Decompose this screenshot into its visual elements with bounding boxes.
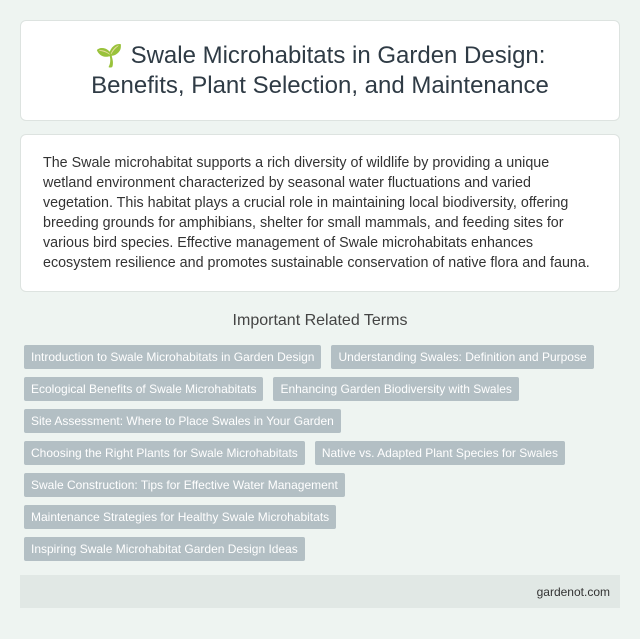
tag-maintenance-strategies[interactable]: Maintenance Strategies for Healthy Swale Microhabitats (24, 505, 336, 529)
page-title (60, 41, 580, 101)
tag-site-assessment[interactable]: Site Assessment: Where to Place Swales in Your Garden (24, 409, 341, 433)
tag-inspiring-design-ideas[interactable]: Inspiring Swale Microhabitat Garden Design Ideas (24, 537, 305, 561)
page-title-text: Swale Microhabitats in Garden Design: Benefits, Plant Selection, and Maintenance (91, 41, 549, 99)
tag-row (24, 441, 624, 473)
related-terms-list (24, 345, 624, 569)
tag-swale-construction[interactable]: Swale Construction: Tips for Effective Water Management (24, 473, 345, 497)
title-card (20, 20, 620, 121)
tag-row (24, 473, 624, 505)
tag-row (24, 345, 624, 377)
tag-choosing-plants[interactable]: Choosing the Right Plants for Swale Microhabitats (24, 441, 305, 465)
seedling-icon: 🌱 (95, 42, 124, 68)
tag-enhancing-biodiversity[interactable]: Enhancing Garden Biodiversity with Swales (273, 377, 518, 401)
tag-native-vs-adapted[interactable]: Native vs. Adapted Plant Species for Swales (315, 441, 565, 465)
footer (20, 575, 620, 608)
tag-row (24, 377, 624, 409)
tag-introduction-swale-microhabitats[interactable]: Introduction to Swale Microhabitats in Garden Design (24, 345, 321, 369)
tag-ecological-benefits[interactable]: Ecological Benefits of Swale Microhabitats (24, 377, 263, 401)
tag-row (24, 537, 624, 569)
tag-understanding-swales[interactable]: Understanding Swales: Definition and Purpose (331, 345, 593, 369)
footer-site-link[interactable]: gardenot.com (536, 584, 610, 599)
tag-row (24, 409, 624, 441)
summary-text: The Swale microhabitat supports a rich diversity of wildlife by providing a unique wetland environment characterized by seasonal water fluctuations and varied vegetation. This habitat plays a crucial role in maintaining local biodiversity, offering breeding grounds for amphibians, shelter for small mammals, and feeding sites for various bird species. Effective management of Swale microhabitats enhances ecosystem resilience and promotes sustainable conservation of native flora and fauna. (43, 155, 590, 271)
tag-row (24, 505, 624, 537)
summary-card (20, 134, 620, 292)
related-terms-heading: Important Related Terms (232, 312, 408, 329)
